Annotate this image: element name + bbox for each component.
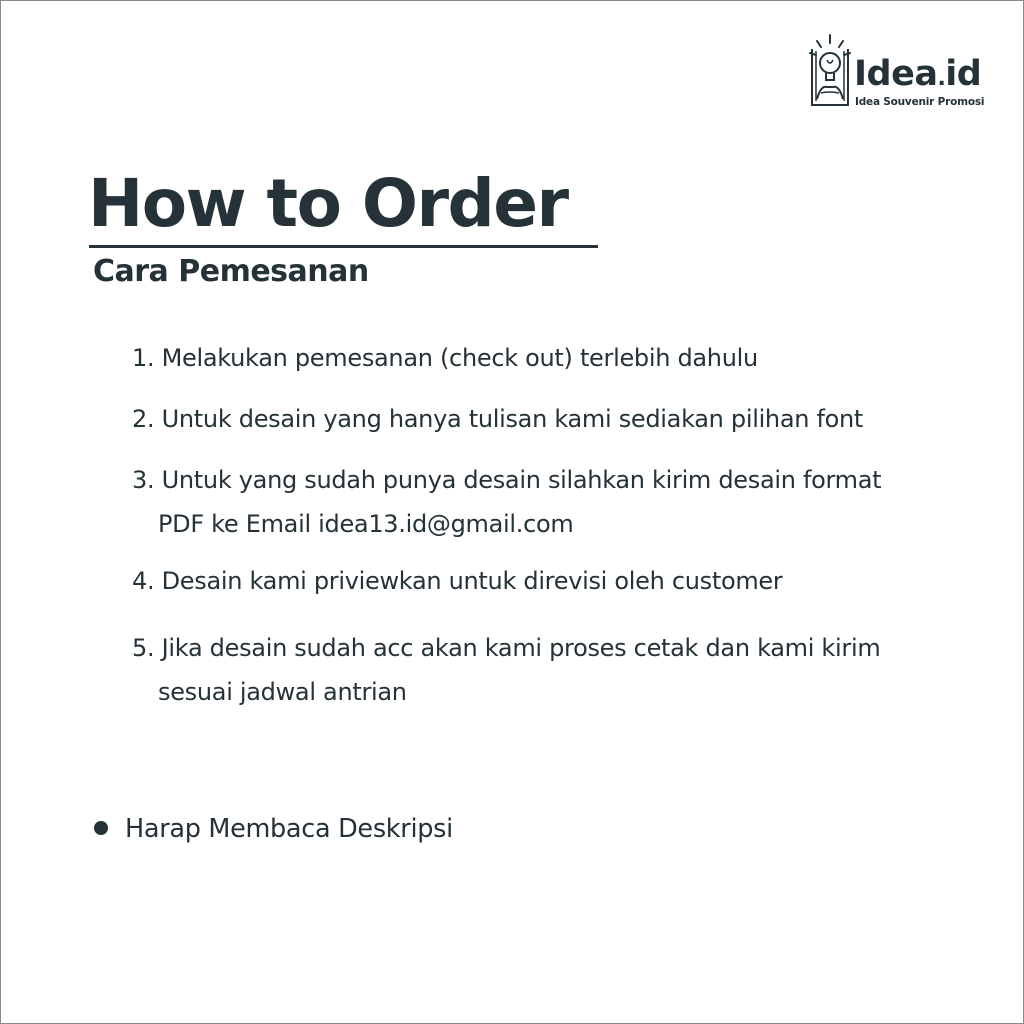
step-text: 5. Jika desain sudah acc akan kami proses cetak dan kami kirim xyxy=(132,634,881,662)
page-title: How to Order xyxy=(88,165,568,242)
order-step-4 xyxy=(132,559,782,603)
step-text: 4. Desain kami priviewkan untuk direvisi oleh customer xyxy=(132,567,783,595)
brand-name-dot: . xyxy=(937,66,946,91)
brand-logo xyxy=(807,33,983,113)
page-subtitle: Cara Pemesanan xyxy=(93,254,369,289)
step-text: 2. Untuk desain yang hanya tulisan kami sediakan pilihan font xyxy=(132,405,864,433)
step-text: 1. Melakukan pemesanan (check out) terlebih dahulu xyxy=(132,344,758,372)
bullet-dot-icon xyxy=(94,821,108,835)
title-underline xyxy=(89,245,598,248)
order-step-2 xyxy=(132,397,863,441)
brand-tagline: Idea Souvenir Promosi xyxy=(855,96,985,108)
brand-name xyxy=(854,54,982,94)
step-text-continued: PDF ke Email idea13.id@gmail.com xyxy=(158,510,574,538)
order-step-1 xyxy=(132,336,758,380)
brand-name-suffix: id xyxy=(945,54,982,94)
step-text-continued: sesuai jadwal antrian xyxy=(158,678,407,706)
lightbulb-hand-icon xyxy=(807,33,853,109)
brand-name-main: Idea xyxy=(854,54,938,94)
step-text: 3. Untuk yang sudah punya desain silahkan kirim desain format xyxy=(132,466,882,494)
order-step-3 xyxy=(132,458,881,546)
order-step-5 xyxy=(132,626,880,714)
note-text: Harap Membaca Deskripsi xyxy=(125,814,453,844)
description-note xyxy=(92,811,453,847)
